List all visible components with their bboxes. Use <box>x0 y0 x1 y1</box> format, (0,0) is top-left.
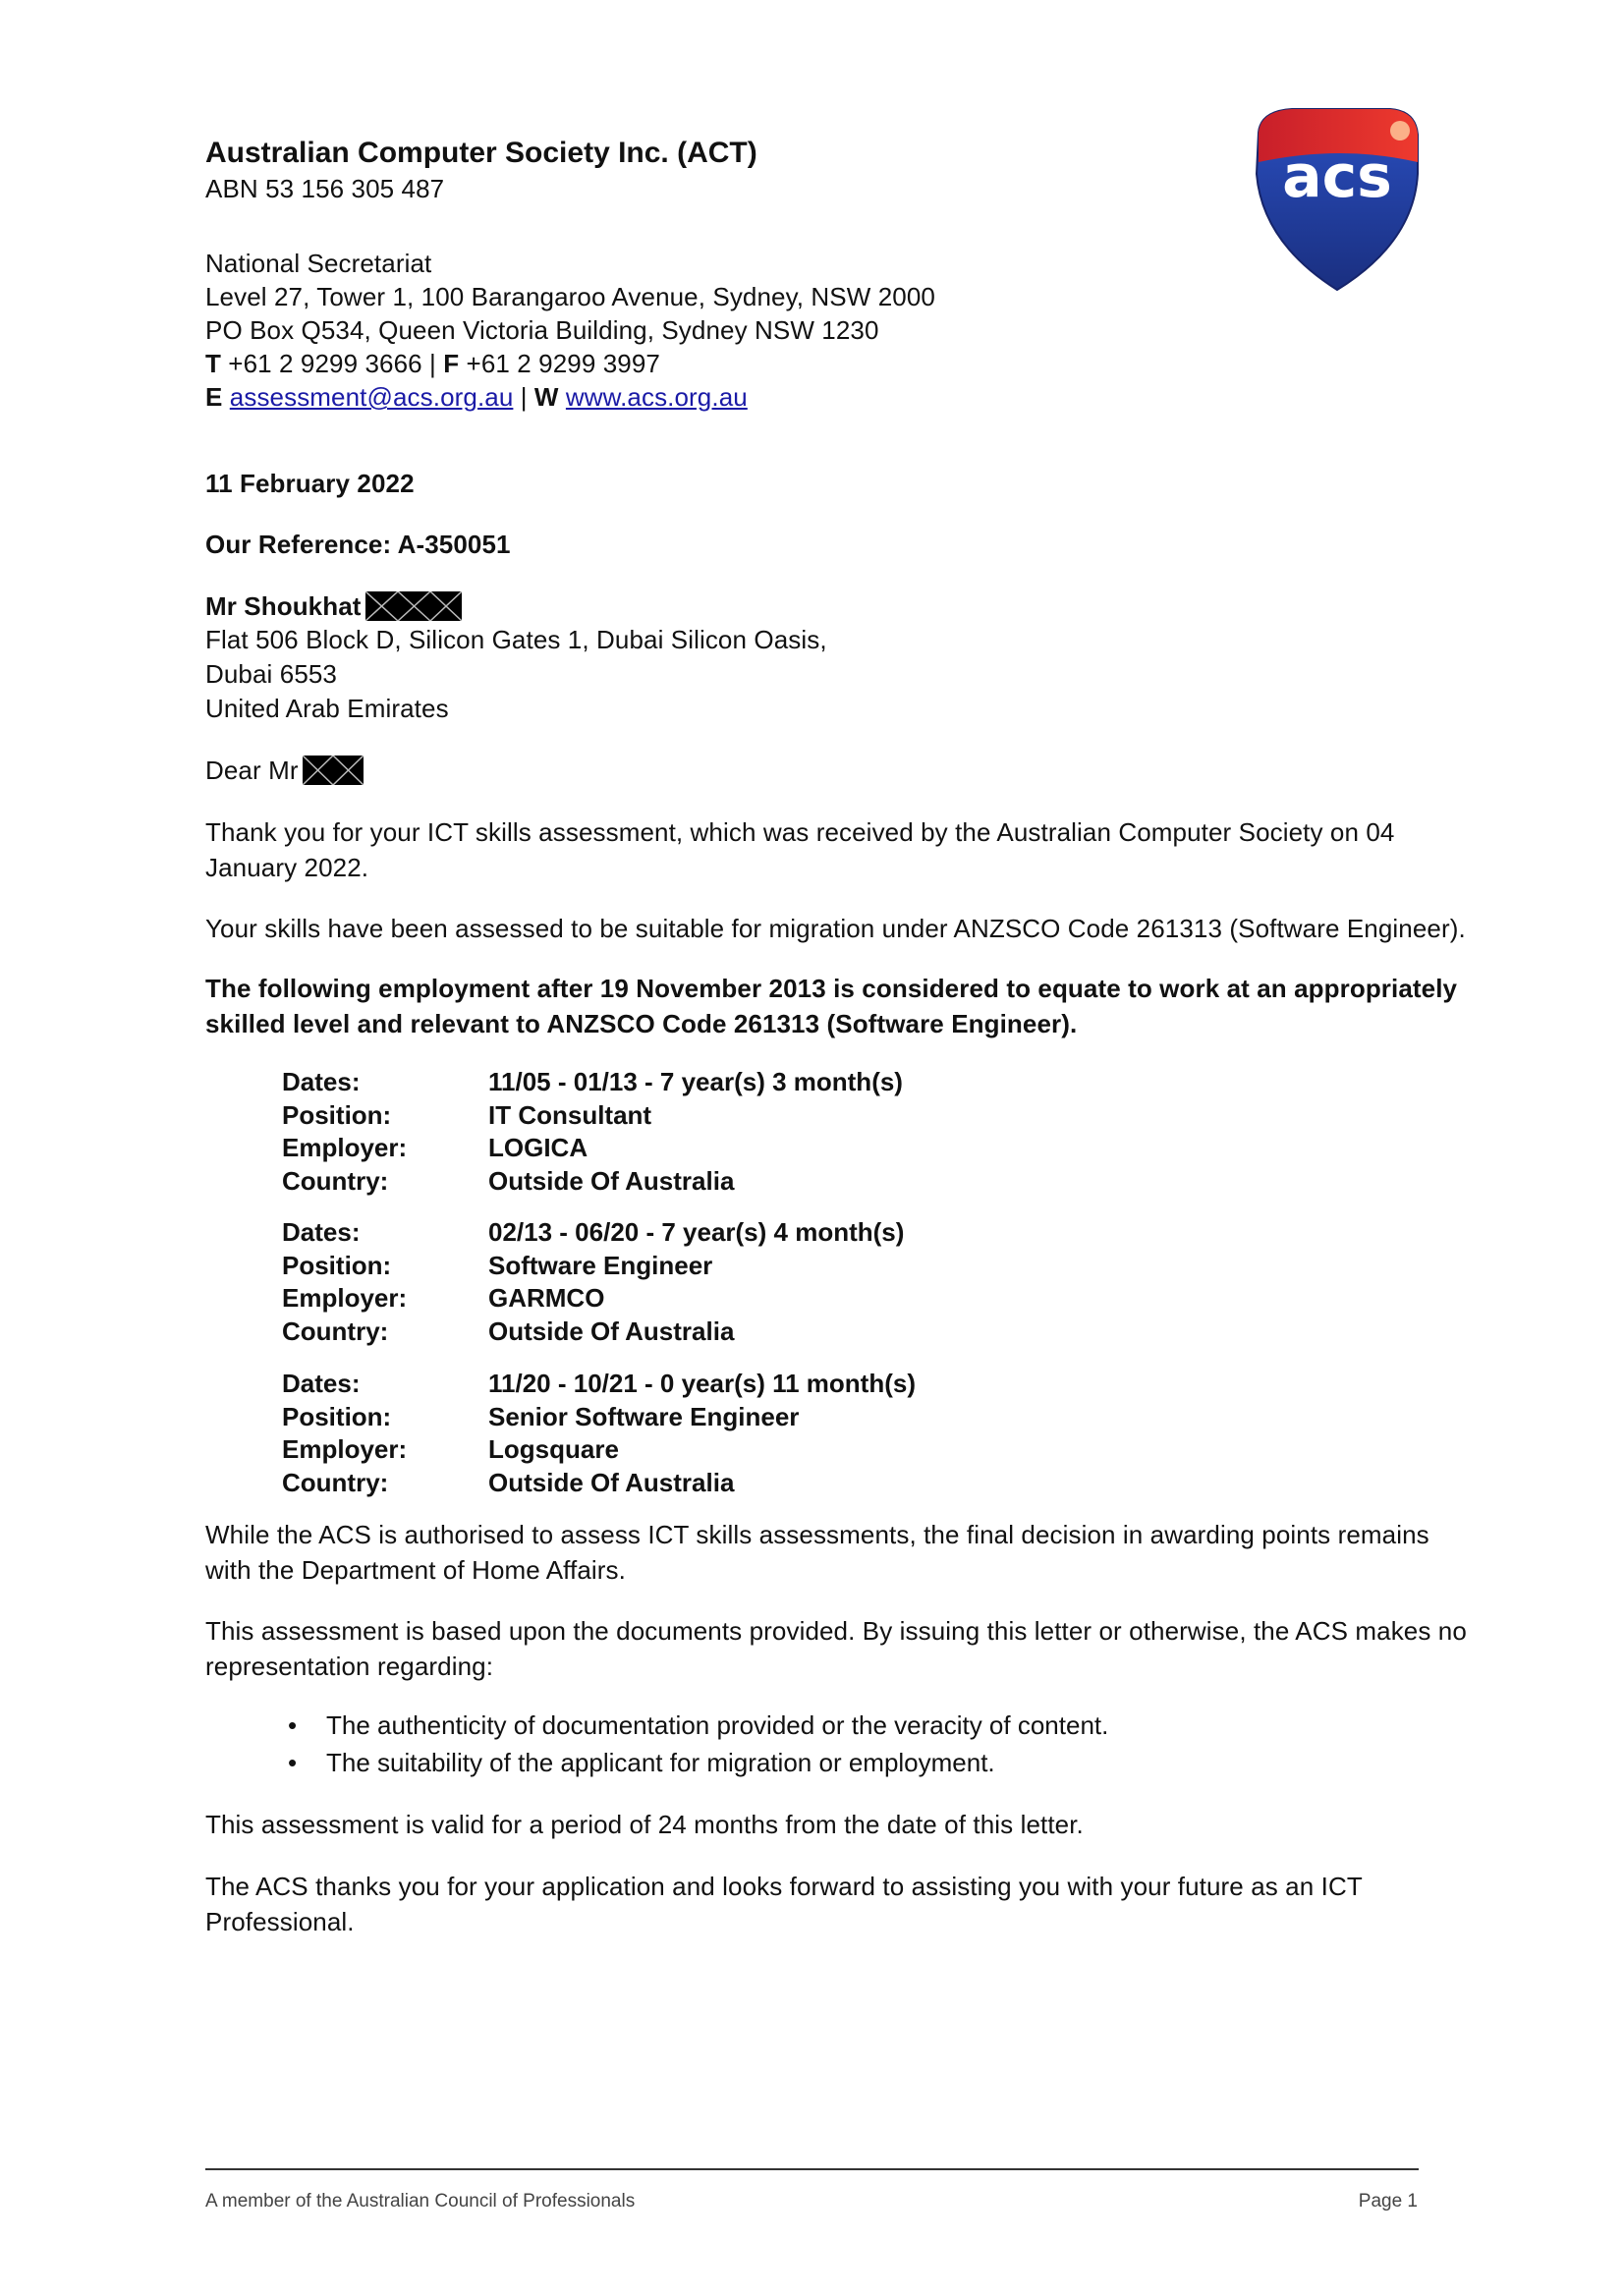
dates-label: Dates: <box>282 1067 361 1096</box>
employment-entry <box>282 1216 904 1348</box>
salutation: Dear Mr <box>205 756 299 785</box>
footer-text: A member of the Australian Council of Professionals <box>205 2191 636 2212</box>
position-label: Position: <box>282 1401 392 1431</box>
paragraph-line: representation regarding: <box>205 1652 494 1681</box>
bullet-icon: • <box>288 1710 298 1740</box>
separator: | <box>513 382 534 412</box>
employment-entry <box>282 1368 916 1499</box>
fax-label: F <box>443 349 460 378</box>
dates-label: Dates: <box>282 1217 361 1247</box>
paragraph-validity: This assessment is valid for a period of 24 months from the date of this letter. <box>205 1810 1084 1839</box>
country-label: Country: <box>282 1467 389 1497</box>
paragraph-line: January 2022. <box>205 853 369 882</box>
page-number: Page 1 <box>1358 2191 1418 2212</box>
paragraph-line: skilled level and relevant to ANZSCO Code 261313 (Software Engineer). <box>205 1009 1078 1038</box>
country-label: Country: <box>282 1316 389 1346</box>
recipient-name: Mr Shoukhat <box>205 591 362 621</box>
salutation-line <box>205 754 364 787</box>
bullet-icon: • <box>288 1748 298 1777</box>
recipient-address-3: United Arab Emirates <box>205 694 449 723</box>
list-item-text: The authenticity of documentation provided or the veracity of content. <box>326 1710 1109 1740</box>
phone-label: T <box>205 349 221 378</box>
paragraph-home-affairs <box>205 1517 1429 1588</box>
email-link[interactable]: assessment@acs.org.au <box>229 382 514 412</box>
paragraph-representation <box>205 1613 1467 1684</box>
address-line-1: Level 27, Tower 1, 100 Barangaroo Avenue, Sydney, NSW 2000 <box>205 282 935 311</box>
paragraph-line: This assessment is based upon the documents provided. By issuing this letter or otherwise, the ACS makes no <box>205 1616 1467 1646</box>
dates-label: Dates: <box>282 1369 361 1398</box>
paragraph-line: Professional. <box>205 1907 355 1936</box>
email-label: E <box>205 382 223 412</box>
org-name: Australian Computer Society Inc. (ACT) <box>205 137 757 169</box>
list-item <box>282 1744 1108 1781</box>
recipient-address-2: Dubai 6553 <box>205 659 337 689</box>
employer-label: Employer: <box>282 1434 408 1464</box>
list-item-text: The suitability of the applicant for migration or employment. <box>326 1748 995 1777</box>
phone-number: +61 2 9299 3666 | <box>220 349 444 378</box>
letter-date: 11 February 2022 <box>205 469 415 498</box>
paragraph-line: with the Department of Home Affairs. <box>205 1555 626 1585</box>
footer-divider <box>205 2168 1419 2170</box>
recipient-block <box>205 589 827 726</box>
paragraph-line: The ACS thanks you for your application and looks forward to assisting you with your future as an ICT <box>205 1872 1363 1901</box>
employment-position: IT Consultant <box>488 1099 652 1130</box>
redaction-box <box>303 756 364 785</box>
country-label: Country: <box>282 1165 389 1196</box>
employment-dates: 02/13 - 06/20 - 7 year(s) 4 month(s) <box>488 1217 905 1247</box>
address-line-2: PO Box Q534, Queen Victoria Building, Sydney NSW 1230 <box>205 315 879 345</box>
employer-label: Employer: <box>282 1283 408 1313</box>
fax-number: +61 2 9299 3997 <box>459 349 660 378</box>
paragraph-received <box>205 814 1395 885</box>
paragraph-closing <box>205 1869 1363 1939</box>
recipient-name-line <box>205 589 827 623</box>
acs-shield-icon <box>1253 105 1422 294</box>
paragraph-line: Thank you for your ICT skills assessment, which was received by the Australian Computer Society on 04 <box>205 817 1395 847</box>
letterhead <box>205 135 757 205</box>
disclaimer-list <box>282 1707 1108 1781</box>
employment-position: Software Engineer <box>488 1250 713 1280</box>
employment-employer: LOGICA <box>488 1133 588 1162</box>
email-web-line <box>205 380 935 414</box>
redaction-box <box>365 591 462 621</box>
employer-label: Employer: <box>282 1133 408 1162</box>
contact-block <box>205 247 935 414</box>
employment-dates: 11/05 - 01/13 - 7 year(s) 3 month(s) <box>488 1067 903 1096</box>
paragraph-employment-intro <box>205 971 1457 1041</box>
position-label: Position: <box>282 1250 392 1280</box>
employment-position: Senior Software Engineer <box>488 1401 800 1431</box>
list-item <box>282 1707 1108 1744</box>
phone-fax-line <box>205 347 935 380</box>
website-link[interactable]: www.acs.org.au <box>565 382 748 412</box>
employment-country: Outside Of Australia <box>488 1316 735 1346</box>
secretariat: National Secretariat <box>205 249 432 278</box>
paragraph-line: While the ACS is authorised to assess ICT skills assessments, the final decision in awarding points remains <box>205 1520 1429 1549</box>
reference-number: Our Reference: A-350051 <box>205 530 511 559</box>
employment-employer: Logsquare <box>488 1434 619 1464</box>
employment-dates: 11/20 - 10/21 - 0 year(s) 11 month(s) <box>488 1369 916 1398</box>
recipient-address-1: Flat 506 Block D, Silicon Gates 1, Dubai Silicon Oasis, <box>205 625 827 654</box>
web-label: W <box>533 382 559 412</box>
employment-employer: GARMCO <box>488 1283 605 1313</box>
abn: ABN 53 156 305 487 <box>205 174 445 203</box>
employment-country: Outside Of Australia <box>488 1467 735 1497</box>
employment-country: Outside Of Australia <box>488 1165 735 1196</box>
paragraph-line: The following employment after 19 November 2013 is considered to equate to work at an appropriately <box>205 974 1458 1003</box>
position-label: Position: <box>282 1099 392 1130</box>
employment-entry <box>282 1066 903 1198</box>
acs-logo <box>1253 105 1422 294</box>
paragraph-assessed: Your skills have been assessed to be suitable for migration under ANZSCO Code 261313 (Software Engineer). <box>205 914 1466 943</box>
logo-text: acs <box>1282 142 1392 211</box>
